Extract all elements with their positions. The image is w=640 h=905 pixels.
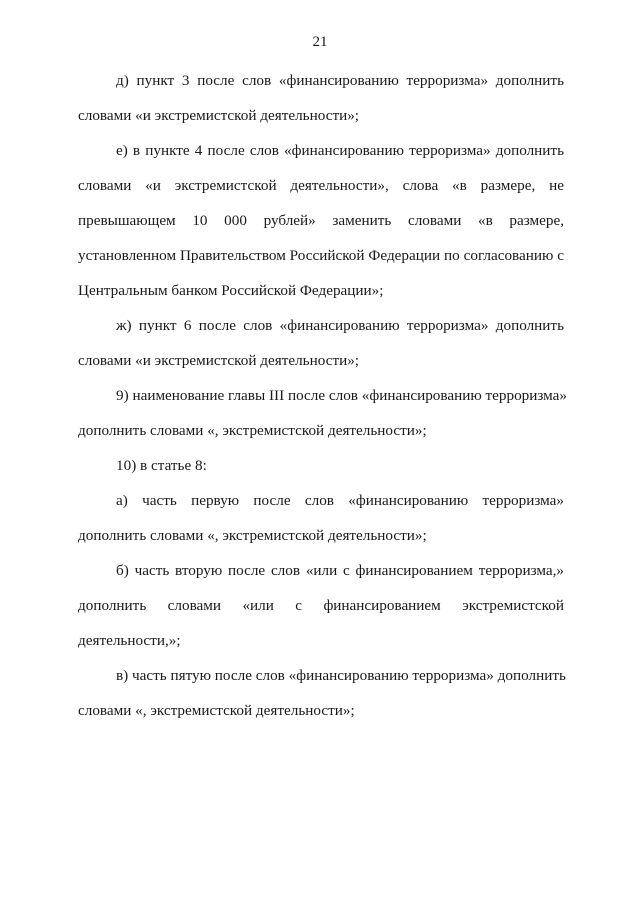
text-line: Центральным банком Российской Федерации»; [78, 282, 384, 299]
text-line: а) часть первую после слов «финансированию терроризма» [116, 492, 564, 509]
text-line: е) в пункте 4 после слов «финансированию терроризма» дополнить [116, 142, 564, 159]
text-line: деятельности,»; [78, 632, 181, 649]
text-line: дополнить словами «, экстремистской деятельности»; [78, 527, 427, 544]
text-line: 10) в статье 8: [116, 457, 207, 474]
text-line: установленном Правительством Российской Федерации по согласованию с [78, 247, 564, 264]
page-number: 21 [312, 34, 328, 50]
text-line: дополнить словами «, экстремистской деятельности»; [78, 422, 427, 439]
text-line: б) часть вторую после слов «или с финансированием терроризма,» [116, 562, 564, 579]
text-line: словами «и экстремистской деятельности»; [78, 107, 360, 124]
text-line: словами «и экстремистской деятельности», слова «в размере, не [78, 177, 564, 194]
text-line: дополнить словами «или с финансированием экстремистской [78, 597, 564, 614]
text-line: превышающем 10 000 рублей» заменить словами «в размере, [78, 212, 564, 229]
text-line: словами «, экстремистской деятельности»; [78, 702, 355, 719]
text-line: словами «и экстремистской деятельности»; [78, 352, 360, 369]
text-line: ж) пункт 6 после слов «финансированию терроризма» дополнить [116, 317, 564, 334]
text-line: д) пункт 3 после слов «финансированию терроризма» дополнить [116, 72, 564, 89]
text-line: в) часть пятую после слов «финансированию терроризма» дополнить [116, 667, 566, 684]
text-line: 9) наименование главы III после слов «финансированию терроризма» [116, 387, 568, 404]
